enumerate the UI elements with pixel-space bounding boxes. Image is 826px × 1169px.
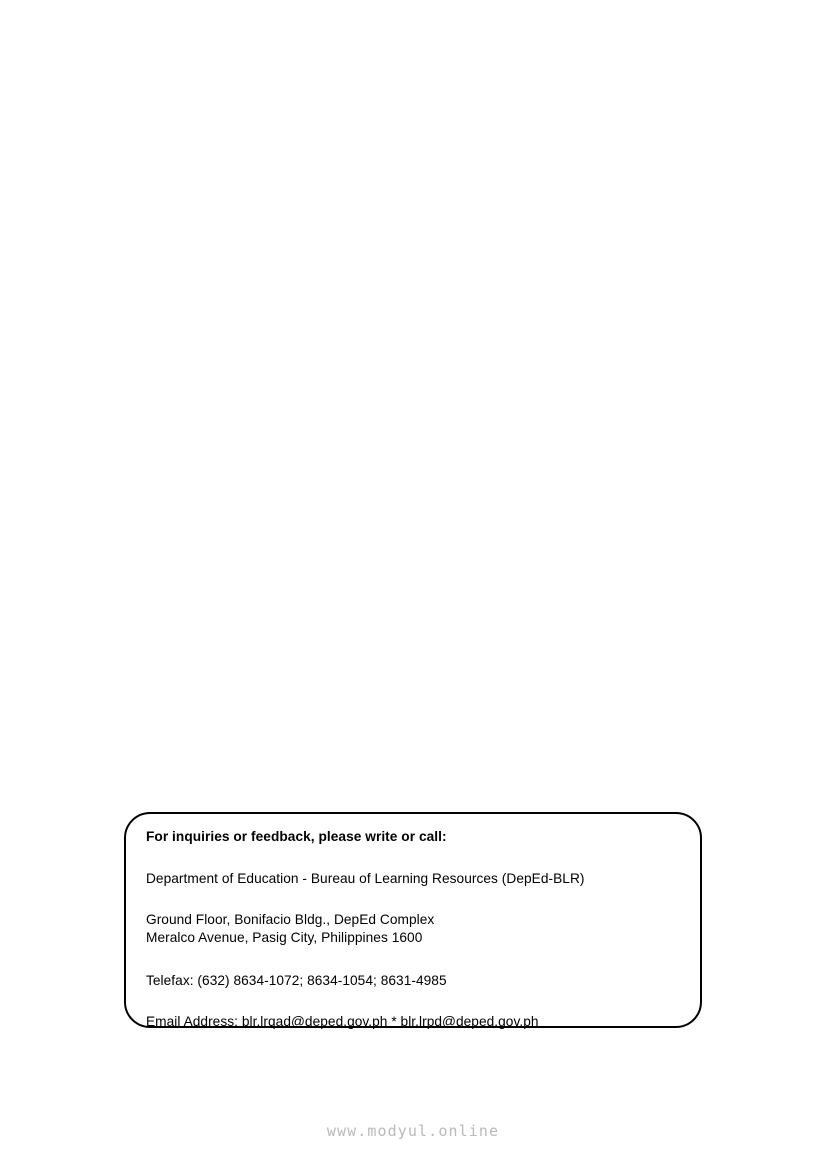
contact-info-box xyxy=(124,812,702,1028)
contact-heading: For inquiries or feedback, please write or call: xyxy=(146,829,447,844)
contact-info-content xyxy=(146,828,684,1031)
contact-email: Email Address: blr.lrqad@deped.gov.ph * blr.lrpd@deped.gov.ph xyxy=(146,1014,539,1030)
contact-address-line-1: Ground Floor, Bonifacio Bldg., DepEd Complex xyxy=(146,912,435,928)
contact-agency: Department of Education - Bureau of Learning Resources (DepEd-BLR) xyxy=(146,870,585,886)
contact-address xyxy=(146,911,684,947)
contact-address-line-2: Meralco Avenue, Pasig City, Philippines 1600 xyxy=(146,930,423,946)
page-watermark: www.modyul.online xyxy=(326,1122,500,1140)
contact-telefax: Telefax: (632) 8634-1072; 8634-1054; 8631-4985 xyxy=(146,972,447,988)
